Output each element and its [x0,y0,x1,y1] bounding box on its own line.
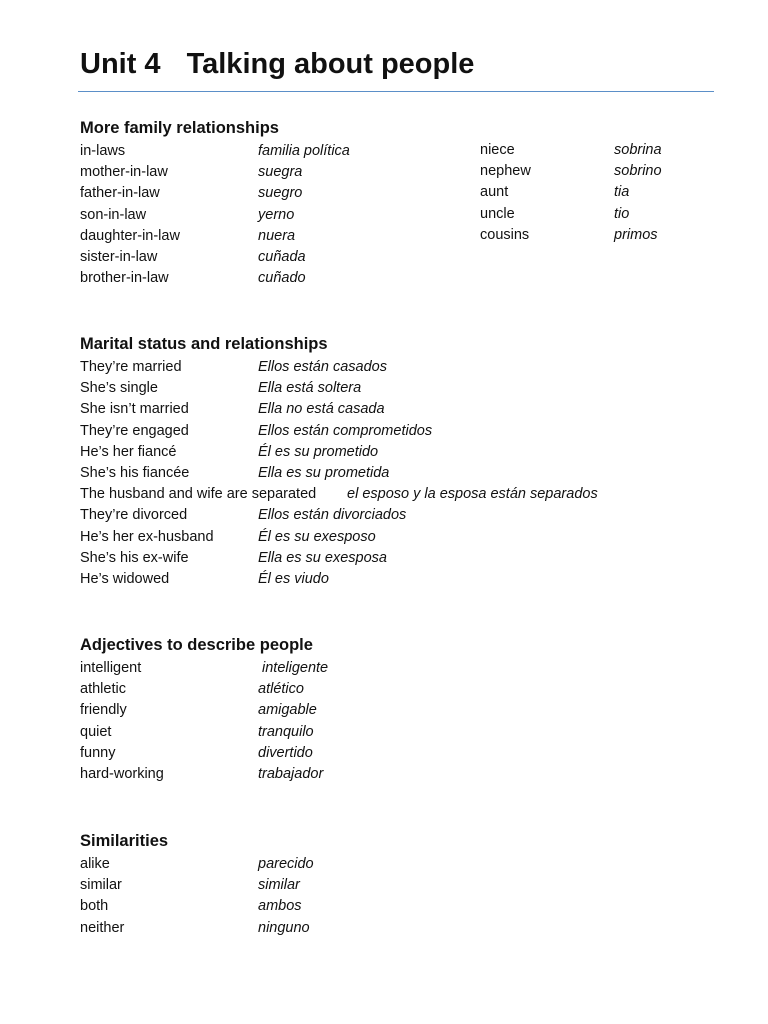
spanish-term: Él es su exesposo [258,528,376,545]
spanish-term: Ella no está casada [258,401,385,418]
spanish-term: Ellos están divorciados [258,507,407,524]
english-term: They’re married [80,359,182,375]
english-term: She’s single [80,380,158,397]
english-term: She’s his fiancée [80,464,190,481]
spanish-term: Él es viudo [258,570,329,587]
spanish-term: primos [614,226,658,243]
english-term: daughter-in-law [80,227,180,244]
family-relationships-right-column [480,140,720,246]
english-term: funny [80,744,116,761]
english-term: She’s his ex-wife [80,549,189,566]
spanish-term: Ella es su prometida [258,464,390,481]
vocab-row [80,548,720,569]
vocab-row [80,743,720,764]
spanish-term: ninguno [258,919,310,936]
spanish-term: el esposo y la esposa están separados [347,486,598,503]
vocab-row [80,896,720,917]
english-term: He’s her ex-husband [80,528,214,545]
english-term: alike [80,856,110,872]
english-term: son-in-law [80,206,147,223]
vocab-row [80,527,720,548]
vocab-row [480,225,720,246]
spanish-term: Ellos están comprometidos [258,422,433,439]
spanish-term: amigable [258,702,317,719]
section-marital-status [80,334,720,590]
english-term: neither [80,919,125,936]
spanish-term: suegro [258,185,303,202]
section-heading: Adjectives to describe people [80,636,313,654]
english-term: aunt [480,184,509,201]
section-similarities [80,831,720,939]
vocab-row [480,182,720,203]
spanish-term: inteligente [262,660,329,676]
spanish-term: suegra [258,164,303,181]
vocab-row [480,161,720,182]
vocab-row [80,268,720,289]
english-term: mother-in-law [80,164,168,181]
vocab-row [80,918,720,939]
english-term: nephew [480,163,531,180]
vocab-row [80,247,720,268]
english-term: hard-working [80,765,164,782]
english-term: She isn’t married [80,401,189,418]
spanish-term: Ella es su exesposa [258,549,387,566]
english-term: The husband and wife are separated [80,486,317,503]
vocab-row [80,484,720,505]
spanish-term: parecido [258,856,314,872]
vocab-row [480,204,720,225]
english-term: both [80,898,109,915]
vocab-row [80,679,720,700]
english-term: He’s her fiancé [80,443,177,460]
english-term: cousins [480,226,530,243]
spanish-term: sobrina [614,142,662,158]
english-term: intelligent [80,660,142,676]
english-term: athletic [80,681,126,698]
english-term: They’re divorced [80,507,188,524]
vocab-row [80,875,720,896]
english-term: father-in-law [80,185,160,202]
spanish-term: tranquilo [258,723,314,740]
english-term: friendly [80,702,127,719]
spanish-term: yerno [258,206,295,223]
section-heading: More family relationships [80,119,279,137]
vocab-row [80,764,720,785]
vocab-row [80,505,720,526]
section-adjectives [80,635,720,785]
english-term: They’re engaged [80,422,189,439]
vocab-row [80,399,720,420]
vocab-row [480,140,720,161]
spanish-term: ambos [258,898,302,915]
page-title [80,48,474,81]
english-term: quiet [80,723,112,740]
vocab-row [80,854,720,875]
english-term: niece [480,142,515,158]
english-term: in-laws [80,143,126,159]
english-term: similar [80,877,122,894]
vocab-row [80,378,720,399]
spanish-term: tia [614,184,630,201]
spanish-term: trabajador [258,765,324,782]
spanish-term: Ellos están casados [258,359,387,375]
spanish-term: cuñada [258,248,306,265]
english-term: He’s widowed [80,570,170,587]
spanish-term: sobrino [614,163,662,180]
english-term: uncle [480,205,515,222]
english-term: brother-in-law [80,270,169,287]
unit-label: Unit 4 [80,48,161,80]
spanish-term: cuñado [258,270,306,287]
vocab-row [80,722,720,743]
vocab-row [80,442,720,463]
spanish-term: Ella está soltera [258,380,362,397]
vocab-row [80,569,720,590]
section-heading: Similarities [80,832,169,850]
vocab-row [80,463,720,484]
spanish-term: tio [614,205,630,222]
spanish-term: Él es su prometido [258,443,379,460]
spanish-term: atlético [258,681,304,698]
spanish-term: divertido [258,744,313,761]
vocab-row [80,357,720,378]
spanish-term: similar [258,877,300,894]
unit-title: Talking about people [186,48,475,80]
section-heading: Marital status and relationships [80,335,328,353]
vocab-row [80,700,720,721]
spanish-term: familia política [258,143,350,159]
spanish-term: nuera [258,227,296,244]
vocab-row [80,421,720,442]
vocab-row [80,658,720,679]
title-divider [78,91,714,92]
english-term: sister-in-law [80,248,158,265]
